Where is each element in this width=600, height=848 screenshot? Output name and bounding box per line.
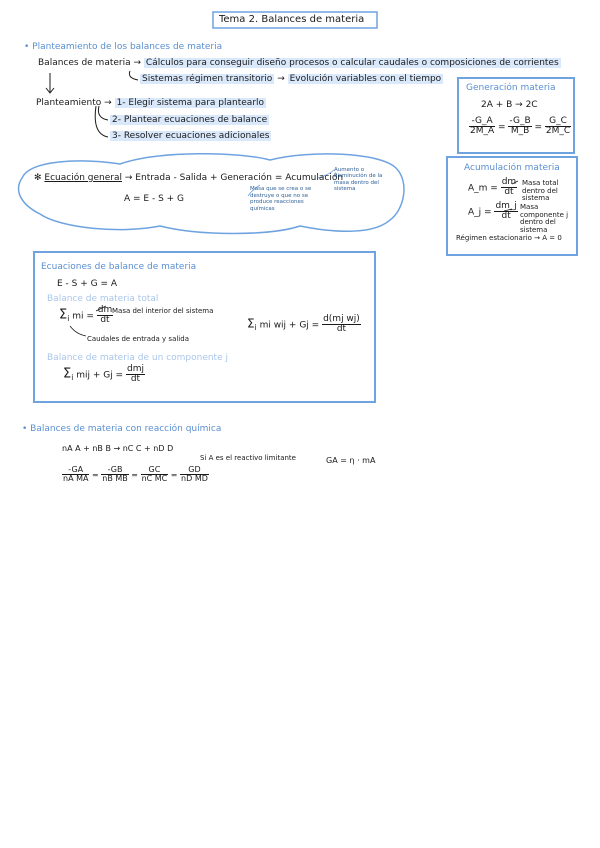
accumulation-box [446, 156, 578, 256]
sum-w-equation: $\Sigma_i$ mi wij + Gj = $\frac{\text{d(mj wj)}}{dt}$ [247, 314, 360, 335]
generation-title: Generación materia [466, 83, 556, 93]
generation-box [457, 77, 575, 154]
equations-box [33, 251, 376, 403]
short-equation: A = E - S + G [124, 194, 185, 204]
page-title: Tema 2. Balances de materia [219, 14, 365, 25]
total-note: Masa del interior del sistema [112, 307, 214, 315]
step-2-line [110, 115, 269, 125]
systems-line [140, 74, 443, 84]
component-balance-equation: $\Sigma_i$ mij + Gj = $\frac{\text{dmj}}{dt}$ [63, 364, 144, 385]
generation-reaction: 2A + B → 2C [481, 100, 538, 110]
planteamiento-label: Planteamiento [36, 98, 102, 108]
am-equation: A_m = $\frac{dm}{dt}$ [468, 177, 517, 198]
generation-note: Masa que se crea o se destruye o que no se produce reacciones químicas [250, 186, 312, 212]
base-equation: E - S + G = A [57, 279, 118, 289]
section2-heading: • Balances de materia con reacción química [22, 424, 222, 434]
step-1: 1- Elegir sistema para plantearlo [116, 98, 265, 108]
component-balance-title: Balance de materia de un componente j [47, 353, 228, 363]
total-balance-equation: $\Sigma_i$ mi = $\frac{dm}{dt}$ [59, 305, 113, 326]
general-equation: ✻ Ecuación general → Entrada - Salida + Generación = Acumulación [34, 173, 344, 183]
step-3: 3- Resolver ecuaciones adicionales [112, 131, 270, 141]
planteamiento-line [36, 98, 266, 108]
caudales-note: Caudales de entrada y salida [87, 335, 189, 343]
arrow-icon: → [133, 58, 142, 68]
arrow-icon: → [124, 173, 133, 183]
section1-heading: • Planteamiento de los balances de materia [24, 42, 223, 52]
step-3-line [110, 131, 271, 141]
aj-equation: A_j = $\frac{dm\_j}{dt}$ [468, 201, 517, 222]
equations-title: Ecuaciones de balance de materia [41, 262, 197, 272]
aj-note: Masa componente j dentro del sistema [520, 203, 569, 235]
limiting-note: Si A es el reactivo limitante [200, 454, 296, 462]
accumulation-title: Acumulación materia [464, 163, 560, 173]
equation-label: Ecuación general [44, 173, 122, 183]
balances-line [38, 58, 561, 68]
reaction-equation: $\frac{-GA}{\text{nA MA}}$ = $\frac{-GB}{\text{nB MB}}$ = $\frac{GC}{\text{nC MC}}$ = $\frac{GD}{\text{nD MD}}$ [63, 465, 208, 484]
step-2: 2- Plantear ecuaciones de balance [112, 115, 268, 125]
arrow-icon: → [277, 74, 285, 84]
generation-equation: $\frac{-G\_A}{2M\_A}$ = $\frac{-G\_B}{M\_B}$ = $\frac{G\_C}{2M\_C}$ [470, 116, 571, 137]
arrow-icon: → [104, 98, 112, 108]
systems-text: Sistemas régimen transitorio [142, 74, 273, 84]
limiting-equation: GA = η · mA [326, 456, 376, 465]
balances-label: Balances de materia [38, 58, 131, 68]
evolution-text: Evolución variables con el tiempo [289, 74, 442, 84]
am-note: Masa total dentro del sistema [522, 179, 559, 203]
reaction-line: nA A + nB B → nC C + nD D [62, 444, 174, 453]
total-balance-title: Balance de materia total [47, 294, 159, 304]
accumulation-note: Aumento o disminución de la masa dentro del sistema [334, 167, 383, 192]
equation-body: Entrada - Salida + Generación = Acumulación [135, 173, 344, 183]
balances-result: Cálculos para conseguir diseño procesos o calcular caudales o composiciones de corrientes [145, 58, 559, 68]
steady-state: Régimen estacionario → A = 0 [456, 234, 562, 242]
